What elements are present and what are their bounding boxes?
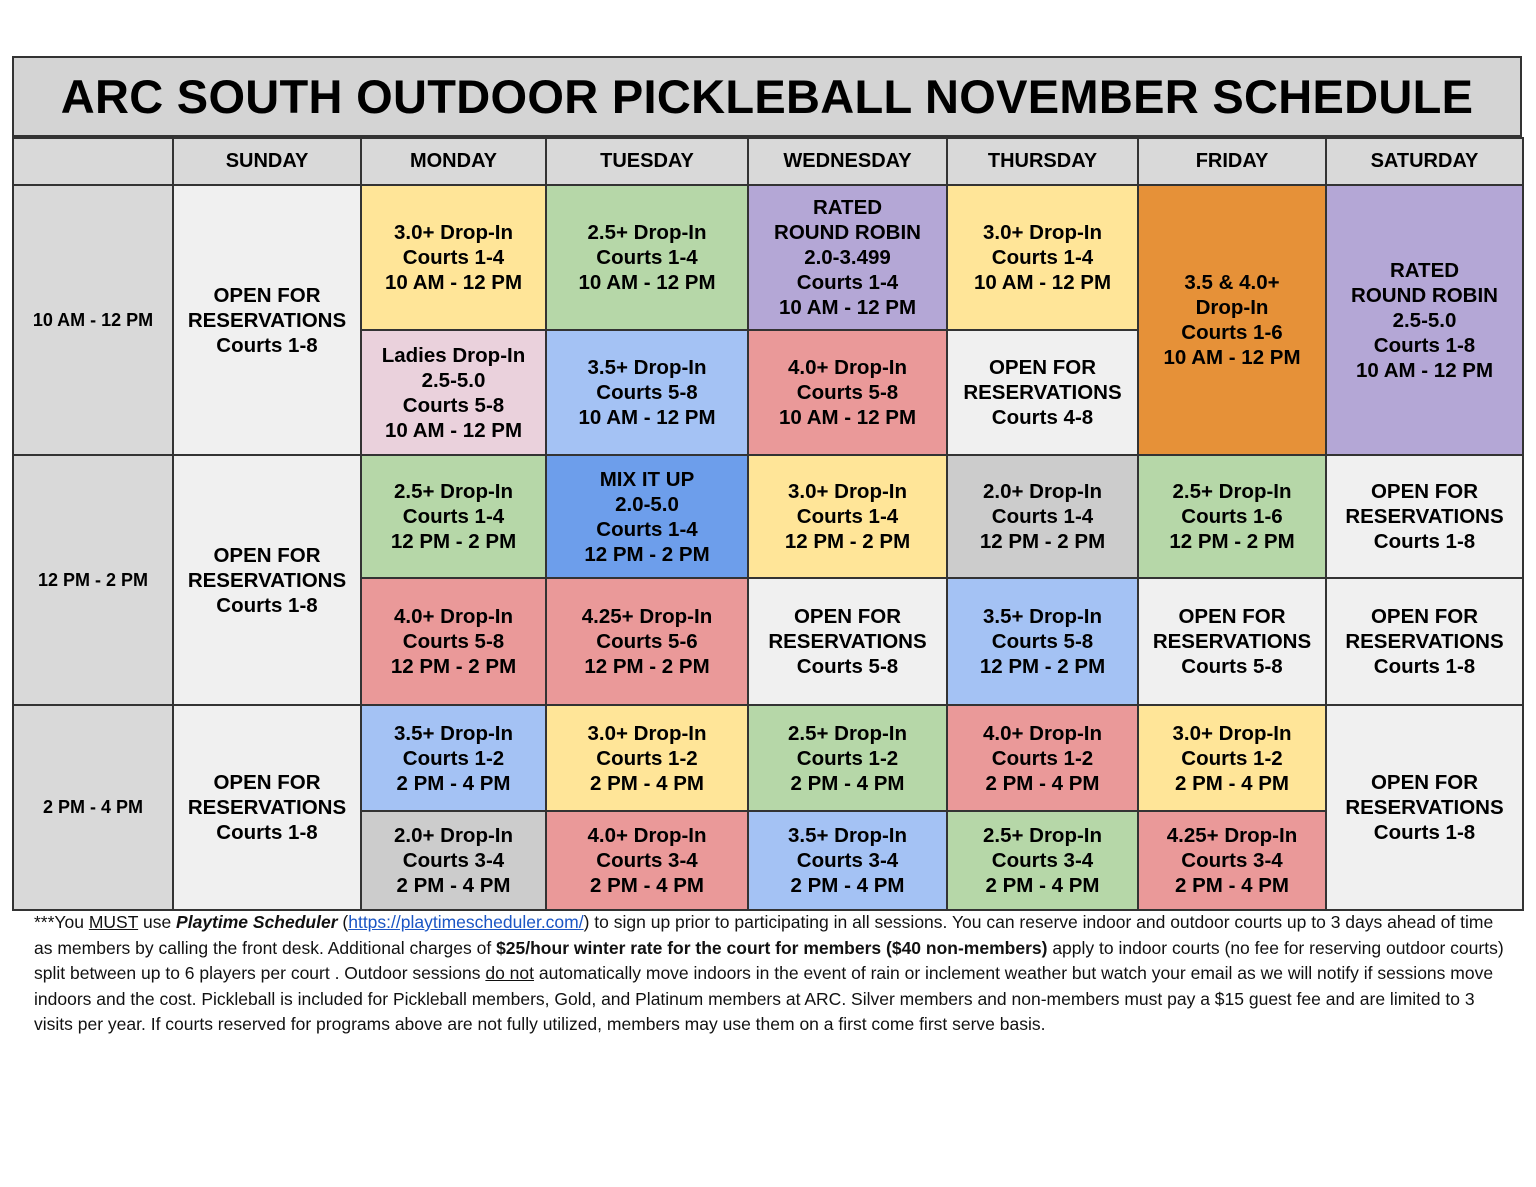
session-line: 2 PM - 4 PM bbox=[1175, 874, 1289, 897]
day-header-sunday: SUNDAY bbox=[173, 138, 361, 185]
session-line: Courts 3-4 bbox=[991, 849, 1094, 872]
session-line: Courts 5-8 bbox=[991, 630, 1094, 653]
session-cell-monday-bottom bbox=[361, 811, 546, 910]
session-line: Courts 1-8 bbox=[216, 821, 318, 844]
session-line: 2 PM - 4 PM bbox=[590, 874, 704, 897]
time-slot-label: 12 PM - 2 PM bbox=[13, 455, 173, 705]
session-cell-friday bbox=[1138, 185, 1326, 455]
session-line: Courts 1-8 bbox=[216, 593, 318, 617]
session-line: Courts 5-6 bbox=[596, 630, 698, 653]
session-line: 10 AM - 12 PM bbox=[578, 271, 716, 294]
session-line: Courts 1-4 bbox=[796, 505, 899, 528]
session-line: Ladies Drop-In bbox=[381, 343, 526, 367]
session-line: 2 PM - 4 PM bbox=[396, 771, 511, 795]
session-line: 12 PM - 2 PM bbox=[390, 655, 517, 678]
session-line: OPEN FOR bbox=[1370, 480, 1479, 503]
session-line: Courts 1-2 bbox=[991, 746, 1094, 770]
session-line: OPEN FOR bbox=[213, 771, 321, 794]
session-cell-friday-bottom bbox=[1138, 578, 1326, 705]
corner-header bbox=[13, 138, 173, 185]
session-line: Courts 1-2 bbox=[402, 746, 505, 770]
app-name: Playtime Scheduler bbox=[176, 912, 338, 932]
time-slot-label: 10 AM - 12 PM bbox=[13, 185, 173, 455]
session-line: Courts 1-8 bbox=[1373, 530, 1476, 553]
session-line: 12 PM - 2 PM bbox=[979, 655, 1106, 678]
session-cell-tuesday-top bbox=[546, 185, 748, 330]
session-line: OPEN FOR bbox=[1178, 605, 1286, 628]
session-line: 4.0+ Drop-In bbox=[393, 605, 514, 628]
session-line: 2.5+ Drop-In bbox=[393, 480, 514, 503]
session-cell-tuesday-bottom bbox=[546, 330, 748, 455]
session-cell-wednesday-top bbox=[748, 185, 947, 330]
session-line: RATED bbox=[812, 196, 883, 219]
session-line: Courts 1-4 bbox=[402, 246, 505, 269]
session-line: Courts 3-4 bbox=[596, 849, 698, 872]
session-cell-wednesday-bottom bbox=[748, 578, 947, 705]
session-line: 3.0+ Drop-In bbox=[587, 721, 707, 745]
session-line: 10 AM - 12 PM bbox=[1355, 358, 1494, 382]
session-line: 3.0+ Drop-In bbox=[1172, 721, 1292, 745]
session-line: 12 PM - 2 PM bbox=[390, 530, 517, 553]
session-line: 4.25+ Drop-In bbox=[1166, 824, 1298, 847]
session-line: 10 AM - 12 PM bbox=[384, 418, 523, 442]
session-line: 2 PM - 4 PM bbox=[985, 874, 1100, 897]
session-line: 10 AM - 12 PM bbox=[778, 296, 917, 319]
session-line: Courts 1-4 bbox=[991, 505, 1094, 528]
time-slot-row bbox=[13, 455, 1523, 578]
day-header-monday: MONDAY bbox=[361, 138, 546, 185]
scheduler-link[interactable]: https://playtimescheduler.com/ bbox=[348, 912, 584, 932]
session-line: Courts 1-4 bbox=[402, 505, 505, 528]
session-line: 2 PM - 4 PM bbox=[985, 771, 1100, 795]
session-cell-monday-top bbox=[361, 455, 546, 578]
session-line: 2.0+ Drop-In bbox=[982, 480, 1103, 503]
session-line: RESERVATIONS bbox=[1152, 630, 1312, 653]
session-line: 2.5+ Drop-In bbox=[587, 221, 707, 244]
session-cell-monday-bottom bbox=[361, 578, 546, 705]
session-line: Courts 5-8 bbox=[596, 381, 698, 404]
session-line: 10 AM - 12 PM bbox=[578, 406, 716, 429]
session-line: 4.0+ Drop-In bbox=[587, 824, 707, 847]
session-line: 2.5-5.0 bbox=[421, 368, 486, 392]
session-line: Courts 5-8 bbox=[796, 655, 899, 678]
session-line: 2 PM - 4 PM bbox=[1175, 771, 1289, 795]
session-cell-wednesday-top bbox=[748, 455, 947, 578]
session-cell-saturday bbox=[1326, 705, 1523, 910]
session-cell-wednesday-bottom bbox=[748, 811, 947, 910]
time-slot-row bbox=[13, 705, 1523, 811]
session-line: OPEN FOR bbox=[793, 605, 902, 628]
session-line: Courts 1-8 bbox=[216, 333, 318, 357]
session-line: 3.5+ Drop-In bbox=[787, 824, 908, 847]
session-cell-tuesday-bottom bbox=[546, 578, 748, 705]
time-slot-label: 2 PM - 4 PM bbox=[13, 705, 173, 910]
session-line: 2.5+ Drop-In bbox=[787, 721, 908, 745]
session-cell-wednesday-bottom bbox=[748, 330, 947, 455]
session-cell-monday-bottom bbox=[361, 330, 546, 455]
footnote-text: ( bbox=[337, 912, 349, 932]
court-rate: $25/hour winter rate for the court for members ($40 non-members) bbox=[496, 937, 1048, 958]
session-line: 2 PM - 4 PM bbox=[396, 874, 511, 897]
day-header-thursday: THURSDAY bbox=[947, 138, 1138, 185]
day-header-wednesday: WEDNESDAY bbox=[748, 138, 947, 185]
session-line: Courts 1-4 bbox=[991, 246, 1094, 269]
session-cell-monday-top bbox=[361, 185, 546, 330]
session-line: 3.5+ Drop-In bbox=[587, 356, 707, 379]
session-cell-wednesday-top bbox=[748, 705, 947, 811]
session-cell-thursday-bottom bbox=[947, 578, 1138, 705]
schedule-title: ARC SOUTH OUTDOOR PICKLEBALL NOVEMBER SCHEDULE bbox=[12, 56, 1522, 137]
session-line: RESERVATIONS bbox=[187, 568, 347, 592]
footnote bbox=[34, 910, 1504, 1038]
session-line: 12 PM - 2 PM bbox=[584, 542, 710, 566]
footnote-text: use bbox=[138, 912, 177, 932]
session-cell-friday-top bbox=[1138, 705, 1326, 811]
session-line: Courts 3-4 bbox=[796, 849, 899, 872]
session-cell-tuesday-top bbox=[546, 455, 748, 578]
session-line: 3.0+ Drop-In bbox=[393, 221, 514, 244]
session-line: Courts 1-6 bbox=[1181, 321, 1283, 344]
session-cell-saturday-top bbox=[1326, 455, 1523, 578]
day-header-tuesday: TUESDAY bbox=[546, 138, 748, 185]
session-line: Courts 1-2 bbox=[596, 746, 698, 770]
session-line: Courts 1-8 bbox=[1373, 655, 1476, 678]
session-line: 12 PM - 2 PM bbox=[784, 530, 911, 553]
session-line: RESERVATIONS bbox=[1345, 630, 1504, 653]
session-line: 3.0+ Drop-In bbox=[787, 480, 908, 503]
schedule-sheet bbox=[12, 56, 1522, 911]
session-line: 3.5+ Drop-In bbox=[982, 605, 1103, 628]
must-emphasis: MUST bbox=[88, 912, 139, 932]
session-line: Courts 4-8 bbox=[991, 406, 1094, 429]
session-line: 2 PM - 4 PM bbox=[790, 771, 905, 795]
session-line: Courts 1-4 bbox=[596, 517, 698, 541]
session-cell-friday-top bbox=[1138, 455, 1326, 578]
session-cell-thursday-top bbox=[947, 455, 1138, 578]
session-line: 10 AM - 12 PM bbox=[384, 271, 523, 294]
day-header-friday: FRIDAY bbox=[1138, 138, 1326, 185]
session-line: Courts 5-8 bbox=[402, 630, 505, 653]
session-cell-sunday bbox=[173, 185, 361, 455]
session-line: 2 PM - 4 PM bbox=[790, 874, 905, 897]
session-line: Courts 1-4 bbox=[796, 271, 899, 294]
session-line: 2.0-5.0 bbox=[615, 492, 679, 516]
day-header-saturday: SATURDAY bbox=[1326, 138, 1523, 185]
session-cell-thursday-bottom bbox=[947, 330, 1138, 455]
session-cell-thursday-bottom bbox=[947, 811, 1138, 910]
session-line: MIX IT UP bbox=[599, 467, 695, 491]
session-line: 12 PM - 2 PM bbox=[1169, 530, 1295, 553]
session-line: 2.5+ Drop-In bbox=[982, 824, 1103, 847]
session-line: RESERVATIONS bbox=[1345, 505, 1504, 528]
session-line: 2.5-5.0 bbox=[1392, 308, 1457, 332]
session-line: Courts 1-2 bbox=[1181, 746, 1283, 770]
session-line: 12 PM - 2 PM bbox=[584, 655, 710, 678]
session-cell-saturday-bottom bbox=[1326, 578, 1523, 705]
footnote-text: ***You bbox=[34, 912, 89, 932]
session-line: Courts 5-8 bbox=[1181, 655, 1283, 678]
session-line: Courts 3-4 bbox=[1181, 849, 1283, 872]
session-line: OPEN FOR bbox=[1370, 605, 1479, 628]
session-cell-friday-bottom bbox=[1138, 811, 1326, 910]
session-line: Courts 1-8 bbox=[1373, 333, 1476, 357]
session-line: RESERVATIONS bbox=[768, 630, 927, 653]
session-line: 2.0+ Drop-In bbox=[393, 824, 514, 847]
session-line: RESERVATIONS bbox=[187, 308, 347, 332]
session-line: 2.0-3.499 bbox=[804, 246, 891, 269]
session-line: Courts 1-2 bbox=[796, 746, 899, 770]
footnote-text: ) to sign up prior to participating in all sessions. You can reserve indoor and outdoor courts up to 3 days ahead of time as members by calling the front desk. Additional charges of bbox=[34, 912, 1494, 958]
session-line: 12 PM - 2 PM bbox=[979, 530, 1106, 553]
session-cell-sunday bbox=[173, 455, 361, 705]
session-line: ROUND ROBIN bbox=[774, 221, 921, 244]
session-line: 10 AM - 12 PM bbox=[778, 406, 917, 429]
session-line: RESERVATIONS bbox=[1345, 796, 1504, 819]
do-not-emphasis: do not bbox=[485, 963, 535, 983]
session-cell-monday-top bbox=[361, 705, 546, 811]
session-line: OPEN FOR bbox=[213, 283, 321, 307]
session-line: OPEN FOR bbox=[1370, 771, 1479, 794]
session-line: Courts 3-4 bbox=[402, 849, 505, 872]
session-line: 3.5+ Drop-In bbox=[393, 721, 514, 745]
session-cell-thursday-top bbox=[947, 185, 1138, 330]
session-line: 2.5+ Drop-In bbox=[1172, 480, 1292, 503]
session-line: Courts 5-8 bbox=[796, 381, 899, 404]
session-cell-saturday bbox=[1326, 185, 1523, 455]
session-cell-tuesday-top bbox=[546, 705, 748, 811]
session-cell-tuesday-bottom bbox=[546, 811, 748, 910]
session-line: 3.0+ Drop-In bbox=[982, 221, 1103, 244]
session-line: Drop-In bbox=[1195, 296, 1269, 319]
session-line: RATED bbox=[1389, 258, 1460, 282]
day-header-row bbox=[13, 138, 1523, 185]
session-line: Courts 1-8 bbox=[1373, 821, 1476, 844]
session-line: 10 AM - 12 PM bbox=[973, 271, 1112, 294]
session-line: ROUND ROBIN bbox=[1351, 283, 1498, 307]
session-line: Courts 5-8 bbox=[402, 393, 505, 417]
session-line: 2 PM - 4 PM bbox=[590, 771, 704, 795]
schedule-table bbox=[12, 137, 1524, 911]
session-line: OPEN FOR bbox=[213, 543, 321, 567]
session-line: RESERVATIONS bbox=[187, 796, 347, 819]
footnote-text: apply to indoor courts (no fee for reserving outdoor courts) split between up to 6 players per court . Outdoor sessions bbox=[34, 937, 1504, 983]
footnote-text: automatically move indoors in the event of rain or inclement weather but watch your email as we will notify if sessions move indoors and the cost. Pickleball is included for Pickleball members, Gold, and Platinum members at ARC. Silver members and non-members must pay a $15 guest fee and are limited to 3 visits per year. If courts reserved for programs above are not fully utilized, members may use them on a first come first serve basis. bbox=[34, 963, 1494, 1034]
session-line: RESERVATIONS bbox=[963, 381, 1122, 404]
session-line: 10 AM - 12 PM bbox=[1163, 346, 1301, 369]
session-line: Courts 1-4 bbox=[596, 246, 698, 269]
time-slot-row bbox=[13, 185, 1523, 330]
session-cell-thursday-top bbox=[947, 705, 1138, 811]
session-line: OPEN FOR bbox=[988, 356, 1097, 379]
session-line: 3.5 & 4.0+ bbox=[1184, 271, 1280, 294]
session-line: Courts 1-6 bbox=[1181, 505, 1283, 528]
session-cell-sunday bbox=[173, 705, 361, 910]
session-line: 4.0+ Drop-In bbox=[787, 356, 908, 379]
session-line: 4.25+ Drop-In bbox=[581, 605, 713, 628]
session-line: 4.0+ Drop-In bbox=[982, 721, 1103, 745]
